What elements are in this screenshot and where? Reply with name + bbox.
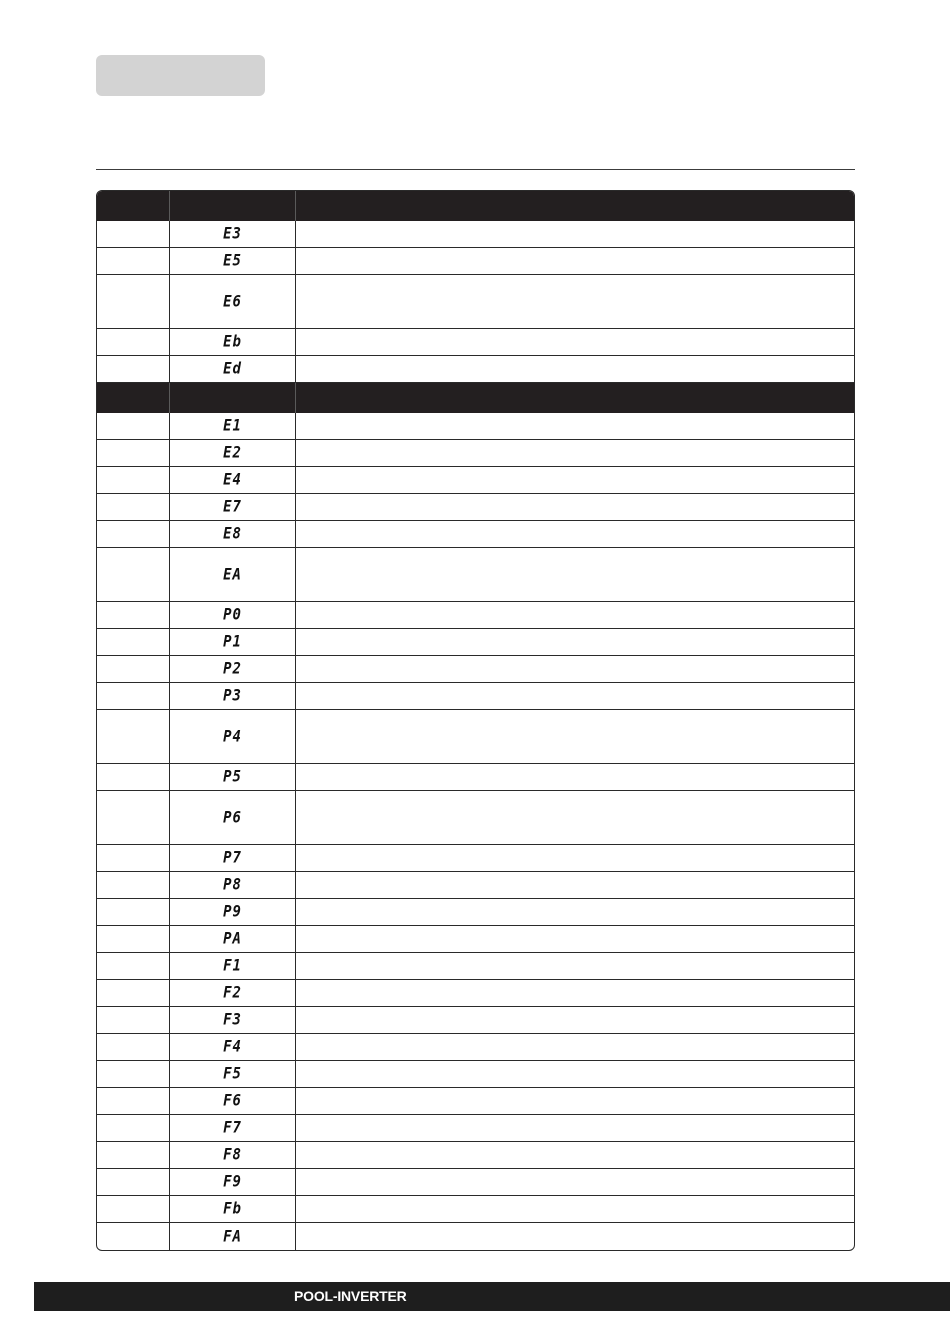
row-index-cell	[97, 275, 170, 328]
error-code-display: P2	[223, 659, 242, 679]
description-cell	[296, 899, 854, 925]
row-index-cell	[97, 602, 170, 628]
error-code-cell	[170, 413, 296, 439]
footer-brand: POOL-INVERTER	[294, 1288, 407, 1304]
table-row	[97, 1007, 854, 1034]
table-row	[97, 248, 854, 275]
error-code-display: EA	[223, 565, 242, 584]
error-code-display: Eb	[223, 332, 242, 352]
error-code-cell	[170, 221, 296, 247]
error-code-display: PA	[223, 929, 242, 949]
error-code-cell	[170, 1061, 296, 1087]
section-tab-badge	[96, 55, 265, 96]
footer-bar	[34, 1282, 950, 1311]
table-row	[97, 953, 854, 980]
error-code-display: P3	[223, 686, 242, 706]
description-cell	[296, 1088, 854, 1114]
table-row	[97, 1142, 854, 1169]
error-code-cell	[170, 521, 296, 547]
error-code-display: F9	[223, 1172, 242, 1192]
table-row	[97, 356, 854, 383]
table-row	[97, 872, 854, 899]
table-row	[97, 1061, 854, 1088]
description-cell	[296, 413, 854, 439]
error-code-cell	[170, 467, 296, 493]
table-row	[97, 926, 854, 953]
description-cell	[296, 440, 854, 466]
row-index-cell	[97, 248, 170, 274]
description-cell	[296, 1061, 854, 1087]
row-index-cell	[97, 494, 170, 520]
error-code-cell	[170, 656, 296, 682]
row-index-cell	[97, 1061, 170, 1087]
error-code-display: F1	[223, 956, 242, 976]
row-index-cell	[97, 1169, 170, 1195]
table-row	[97, 521, 854, 548]
description-cell	[296, 467, 854, 493]
table-row	[97, 710, 854, 764]
error-code-display: F7	[223, 1118, 242, 1138]
error-code-display: E5	[223, 251, 242, 271]
table-row	[97, 221, 854, 248]
table-row	[97, 1034, 854, 1061]
error-code-display: F3	[223, 1010, 242, 1030]
table-row	[97, 791, 854, 845]
row-index-cell	[97, 1115, 170, 1141]
error-code-display: F2	[223, 983, 242, 1003]
error-code-display: P9	[223, 902, 242, 922]
header-cell	[97, 383, 170, 413]
error-code-display: P1	[223, 632, 242, 652]
error-code-cell	[170, 440, 296, 466]
error-code-cell	[170, 494, 296, 520]
table-row	[97, 899, 854, 926]
table-row	[97, 1115, 854, 1142]
description-cell	[296, 1007, 854, 1033]
description-cell	[296, 845, 854, 871]
row-index-cell	[97, 845, 170, 871]
row-index-cell	[97, 1196, 170, 1222]
row-index-cell	[97, 629, 170, 655]
error-code-display: F4	[223, 1037, 242, 1057]
error-code-table	[96, 190, 855, 1251]
description-cell	[296, 683, 854, 709]
error-code-display: E8	[223, 524, 242, 544]
description-cell	[296, 221, 854, 247]
description-cell	[296, 1034, 854, 1060]
error-code-display: F6	[223, 1091, 242, 1111]
description-cell	[296, 275, 854, 328]
table-row	[97, 656, 854, 683]
table-row	[97, 329, 854, 356]
header-cell	[296, 383, 854, 413]
error-code-cell	[170, 356, 296, 382]
description-cell	[296, 953, 854, 979]
description-cell	[296, 656, 854, 682]
error-code-cell	[170, 1142, 296, 1168]
row-index-cell	[97, 926, 170, 952]
row-index-cell	[97, 1007, 170, 1033]
description-cell	[296, 764, 854, 790]
description-cell	[296, 710, 854, 763]
description-cell	[296, 791, 854, 844]
row-index-cell	[97, 329, 170, 355]
error-code-cell	[170, 602, 296, 628]
header-cell	[170, 383, 296, 413]
error-code-cell	[170, 953, 296, 979]
error-code-display: E1	[223, 416, 242, 436]
row-index-cell	[97, 1142, 170, 1168]
table-row	[97, 1223, 854, 1250]
table-row	[97, 845, 854, 872]
error-code-display: E4	[223, 470, 242, 490]
table-row	[97, 764, 854, 791]
table-header-row	[97, 383, 854, 413]
error-code-cell	[170, 926, 296, 952]
row-index-cell	[97, 656, 170, 682]
error-code-display: F8	[223, 1145, 242, 1165]
description-cell	[296, 629, 854, 655]
description-cell	[296, 356, 854, 382]
error-code-cell	[170, 1115, 296, 1141]
row-index-cell	[97, 221, 170, 247]
error-code-cell	[170, 1196, 296, 1222]
header-cell	[97, 191, 170, 221]
error-code-cell	[170, 683, 296, 709]
error-code-display: P7	[223, 848, 242, 868]
table-row	[97, 629, 854, 656]
error-code-cell	[170, 1223, 296, 1250]
row-index-cell	[97, 764, 170, 790]
table-row	[97, 602, 854, 629]
table-row	[97, 467, 854, 494]
header-divider	[96, 169, 855, 170]
table-row	[97, 275, 854, 329]
row-index-cell	[97, 1223, 170, 1250]
error-code-cell	[170, 980, 296, 1006]
header-cell	[170, 191, 296, 221]
error-code-cell	[170, 629, 296, 655]
row-index-cell	[97, 683, 170, 709]
description-cell	[296, 521, 854, 547]
row-index-cell	[97, 1034, 170, 1060]
error-code-cell	[170, 872, 296, 898]
error-code-cell	[170, 1088, 296, 1114]
table-row	[97, 1196, 854, 1223]
error-code-display: F5	[223, 1064, 242, 1084]
error-code-display: P4	[223, 727, 242, 746]
error-code-cell	[170, 710, 296, 763]
error-code-display: E2	[223, 443, 242, 463]
error-code-display: P0	[223, 605, 242, 625]
row-index-cell	[97, 899, 170, 925]
header-cell	[296, 191, 854, 221]
error-code-display: Fb	[223, 1199, 242, 1219]
error-code-display: E3	[223, 224, 242, 244]
table-row	[97, 683, 854, 710]
error-code-display: P6	[223, 808, 242, 827]
error-code-display: E6	[223, 292, 242, 311]
description-cell	[296, 329, 854, 355]
error-code-cell	[170, 1169, 296, 1195]
row-index-cell	[97, 1088, 170, 1114]
row-index-cell	[97, 521, 170, 547]
error-code-cell	[170, 899, 296, 925]
error-code-cell	[170, 1007, 296, 1033]
error-code-cell	[170, 791, 296, 844]
error-code-display: E7	[223, 497, 242, 517]
row-index-cell	[97, 467, 170, 493]
table-row	[97, 980, 854, 1007]
error-code-cell	[170, 548, 296, 601]
row-index-cell	[97, 791, 170, 844]
table-row	[97, 494, 854, 521]
error-code-cell	[170, 845, 296, 871]
error-code-display: FA	[223, 1227, 242, 1246]
error-code-display: P8	[223, 875, 242, 895]
description-cell	[296, 926, 854, 952]
description-cell	[296, 1169, 854, 1195]
row-index-cell	[97, 440, 170, 466]
error-code-cell	[170, 329, 296, 355]
row-index-cell	[97, 980, 170, 1006]
row-index-cell	[97, 548, 170, 601]
row-index-cell	[97, 413, 170, 439]
row-index-cell	[97, 872, 170, 898]
row-index-cell	[97, 953, 170, 979]
row-index-cell	[97, 356, 170, 382]
description-cell	[296, 1115, 854, 1141]
description-cell	[296, 248, 854, 274]
table-row	[97, 1088, 854, 1115]
description-cell	[296, 494, 854, 520]
description-cell	[296, 980, 854, 1006]
error-code-cell	[170, 764, 296, 790]
table-row	[97, 1169, 854, 1196]
error-code-cell	[170, 275, 296, 328]
table-header-row	[97, 191, 854, 221]
row-index-cell	[97, 710, 170, 763]
description-cell	[296, 1142, 854, 1168]
error-code-cell	[170, 1034, 296, 1060]
error-code-display: Ed	[223, 359, 242, 379]
description-cell	[296, 602, 854, 628]
description-cell	[296, 1223, 854, 1250]
description-cell	[296, 548, 854, 601]
table-row	[97, 413, 854, 440]
description-cell	[296, 872, 854, 898]
table-row	[97, 440, 854, 467]
error-code-display: P5	[223, 767, 242, 787]
description-cell	[296, 1196, 854, 1222]
table-row	[97, 548, 854, 602]
error-code-cell	[170, 248, 296, 274]
